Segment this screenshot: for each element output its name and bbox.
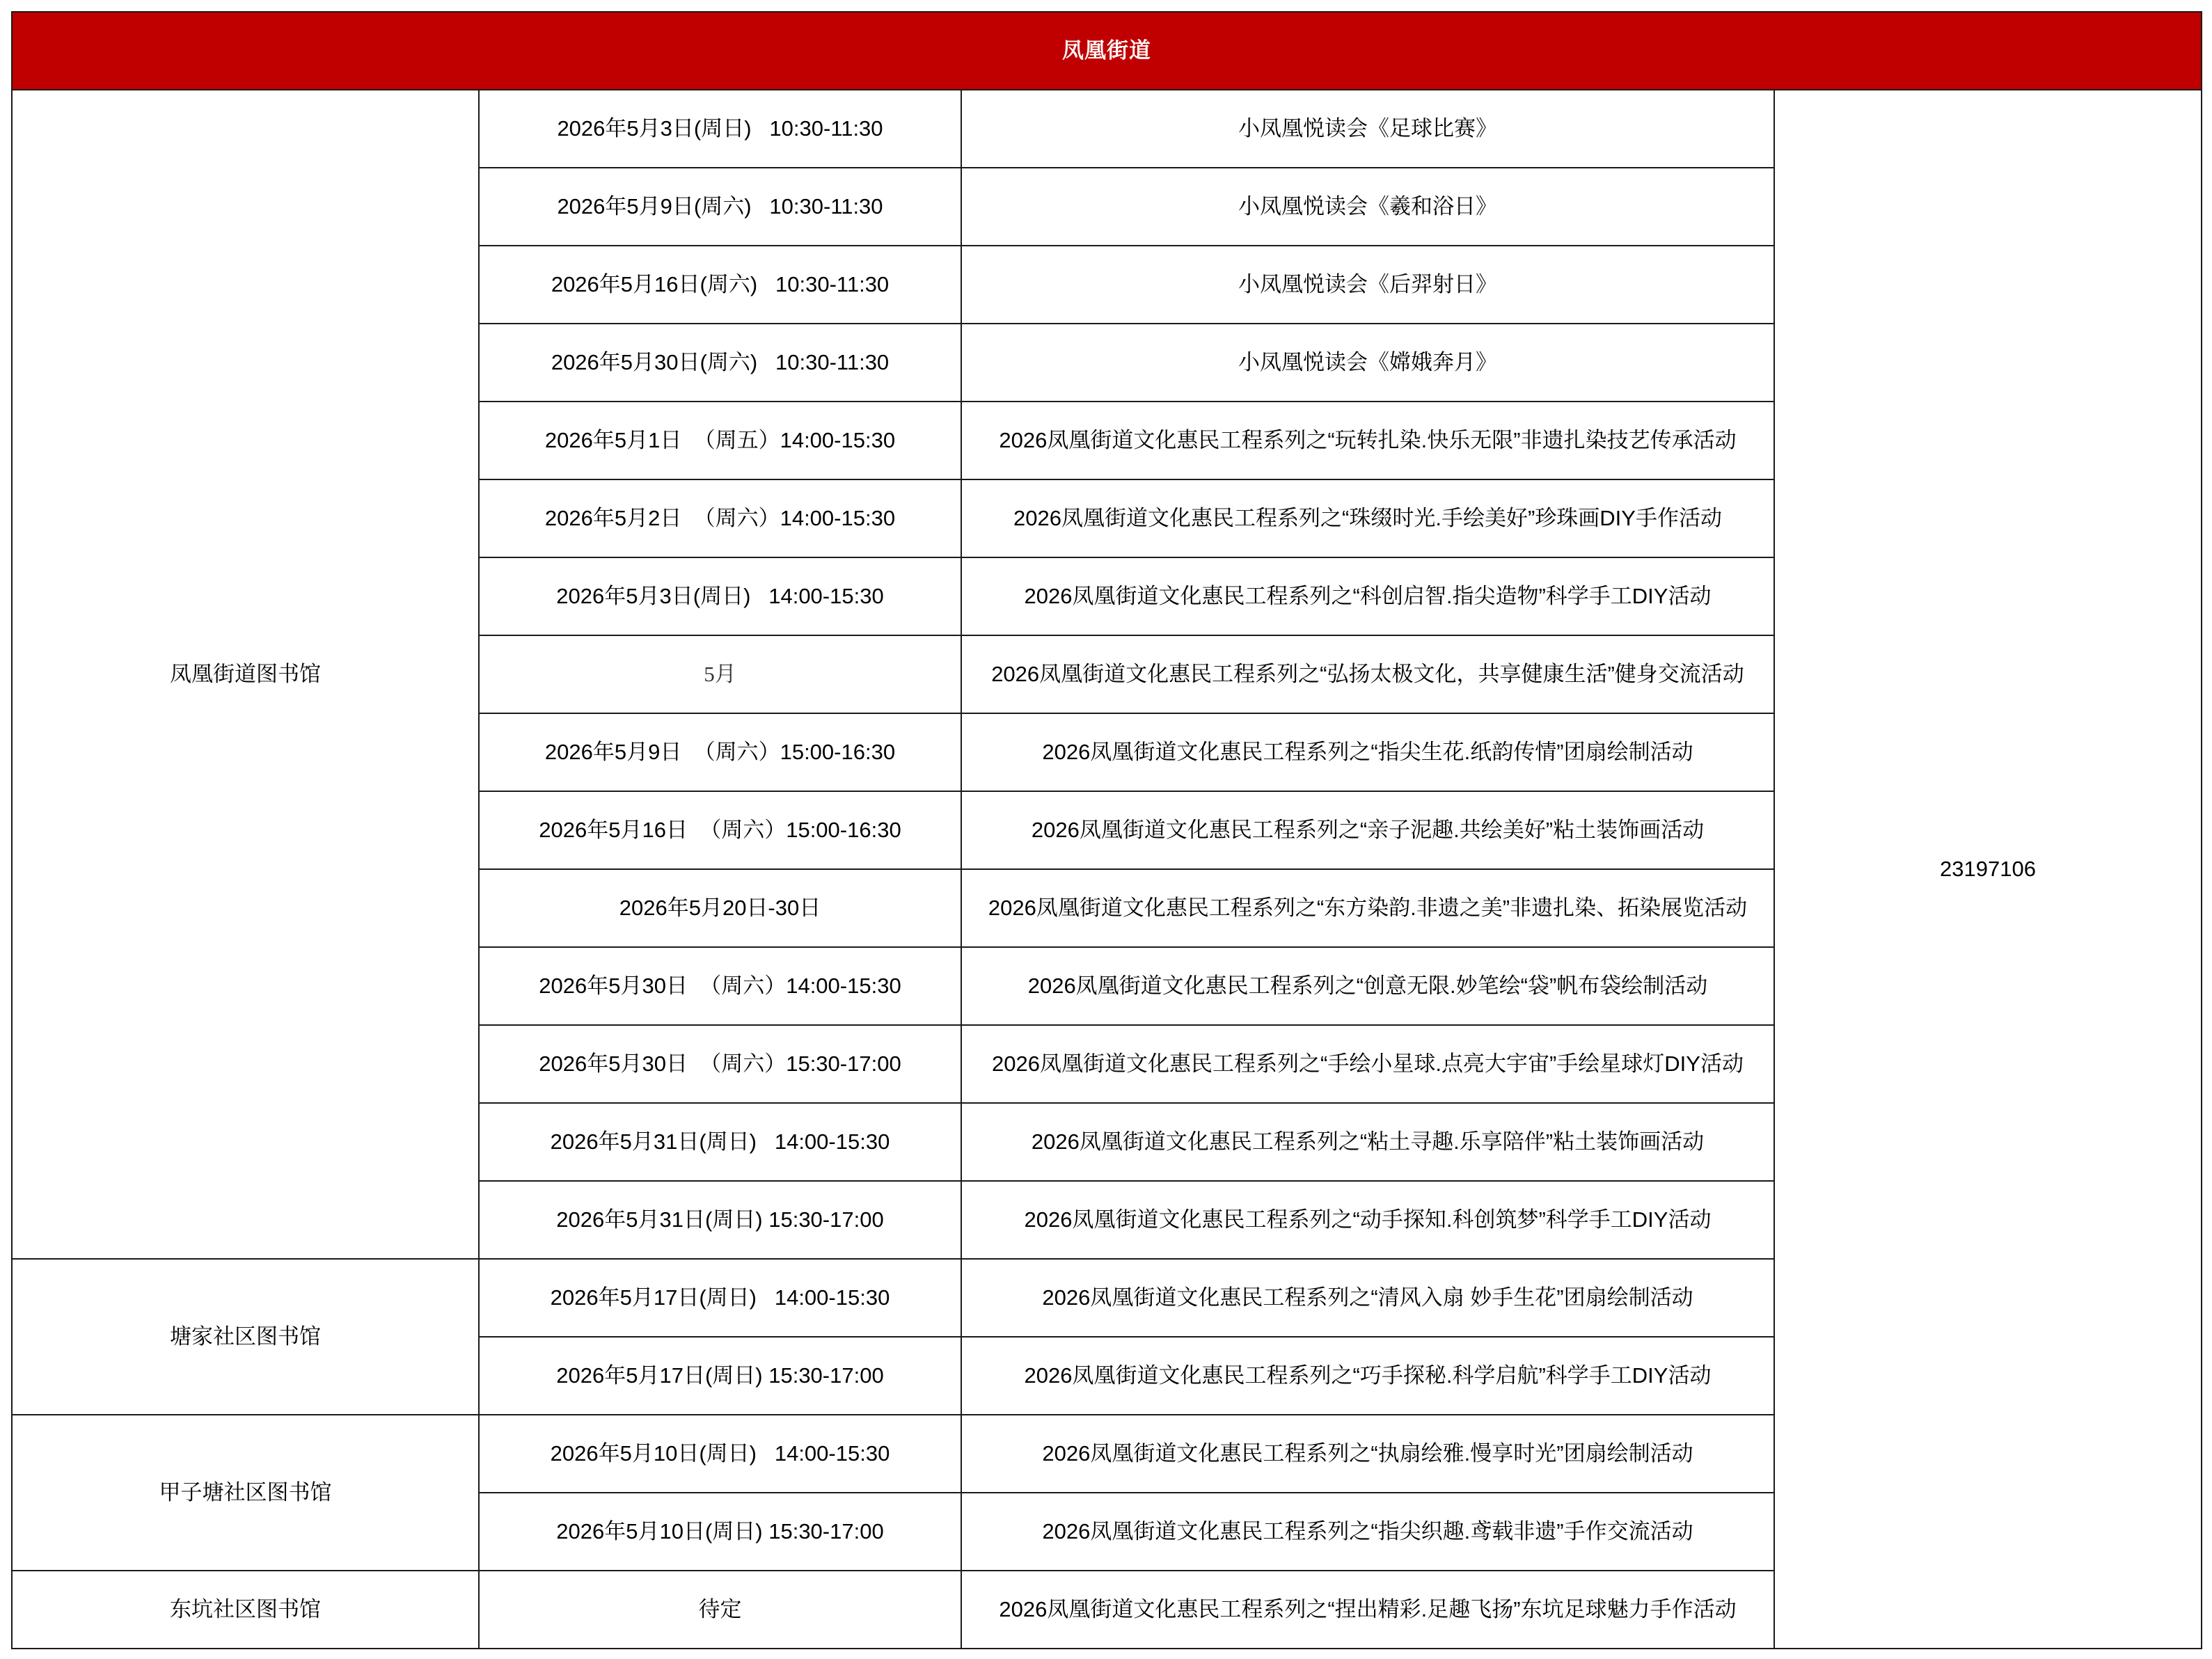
event-activity: 2026凤凰街道文化惠民工程系列之“东方染韵.非遗之美”非遗扎染、拓染展览活动 [961,869,1774,947]
event-activity: 小凤凰悦读会《后羿射日》 [961,246,1774,324]
event-activity: 小凤凰悦读会《羲和浴日》 [961,168,1774,246]
event-time: 5月 [479,635,961,713]
event-time: 2026年5月9日 （周六）15:00-16:30 [479,713,961,791]
event-time: 2026年5月9日(周六) 10:30-11:30 [479,168,961,246]
event-activity: 2026凤凰街道文化惠民工程系列之“珠缀时光.手绘美好”珍珠画DIY手作活动 [961,479,1774,557]
event-activity: 2026凤凰街道文化惠民工程系列之“动手探知.科创筑梦”科学手工DIY活动 [961,1181,1774,1259]
event-activity: 2026凤凰街道文化惠民工程系列之“粘土寻趣.乐享陪伴”粘土装饰画活动 [961,1103,1774,1181]
event-time: 2026年5月1日 （周五）14:00-15:30 [479,402,961,479]
event-activity: 2026凤凰街道文化惠民工程系列之“科创启智.指尖造物”科学手工DIY活动 [961,557,1774,635]
schedule-table [11,11,2202,1649]
event-activity: 2026凤凰街道文化惠民工程系列之“创意无限.妙笔绘“袋”帆布袋绘制活动 [961,947,1774,1025]
event-activity: 2026凤凰街道文化惠民工程系列之“捏出精彩.足趣飞扬”东坑足球魅力手作活动 [961,1571,1774,1649]
event-time: 2026年5月16日 （周六）15:00-16:30 [479,791,961,869]
schedule-sheet [11,11,2201,1649]
event-time: 2026年5月2日 （周六）14:00-15:30 [479,479,961,557]
event-activity: 2026凤凰街道文化惠民工程系列之“弘扬太极文化，共享健康生活”健身交流活动 [961,635,1774,713]
event-time: 2026年5月30日 （周六）15:30-17:00 [479,1025,961,1103]
event-time: 2026年5月16日(周六) 10:30-11:30 [479,246,961,324]
event-time: 2026年5月17日(周日) 15:30-17:00 [479,1337,961,1415]
event-activity: 2026凤凰街道文化惠民工程系列之“指尖生花.纸韵传情”团扇绘制活动 [961,713,1774,791]
event-time: 2026年5月3日(周日) 10:30-11:30 [479,90,961,168]
header-title: 凤凰街道 [12,12,2202,90]
event-time: 2026年5月17日(周日) 14:00-15:30 [479,1259,961,1337]
event-activity: 2026凤凰街道文化惠民工程系列之“指尖织趣.鸢载非遗”手作交流活动 [961,1493,1774,1571]
event-activity: 2026凤凰街道文化惠民工程系列之“玩转扎染.快乐无限”非遗扎染技艺传承活动 [961,402,1774,479]
event-time: 待定 [479,1571,961,1649]
event-time: 2026年5月20日-30日 [479,869,961,947]
event-activity: 2026凤凰街道文化惠民工程系列之“执扇绘雅.慢享时光”团扇绘制活动 [961,1415,1774,1493]
event-activity: 2026凤凰街道文化惠民工程系列之“清风入扇 妙手生花”团扇绘制活动 [961,1259,1774,1337]
library-name: 东坑社区图书馆 [12,1571,479,1649]
event-time: 2026年5月10日(周日) 15:30-17:00 [479,1493,961,1571]
event-activity: 2026凤凰街道文化惠民工程系列之“手绘小星球.点亮大宇宙”手绘星球灯DIY活动 [961,1025,1774,1103]
library-name: 凤凰街道图书馆 [12,90,479,1259]
event-time: 2026年5月30日(周六) 10:30-11:30 [479,324,961,402]
event-time: 2026年5月10日(周日) 14:00-15:30 [479,1415,961,1493]
event-time: 2026年5月31日(周日) 15:30-17:00 [479,1181,961,1259]
contact-number: 23197106 [1774,90,2202,1649]
event-time: 2026年5月31日(周日) 14:00-15:30 [479,1103,961,1181]
event-time: 2026年5月30日 （周六）14:00-15:30 [479,947,961,1025]
library-name: 塘家社区图书馆 [12,1259,479,1415]
event-activity: 2026凤凰街道文化惠民工程系列之“巧手探秘.科学启航”科学手工DIY活动 [961,1337,1774,1415]
event-activity: 小凤凰悦读会《足球比赛》 [961,90,1774,168]
header-row [12,12,2202,90]
library-name: 甲子塘社区图书馆 [12,1415,479,1571]
event-time: 2026年5月3日(周日) 14:00-15:30 [479,557,961,635]
event-activity: 小凤凰悦读会《嫦娥奔月》 [961,324,1774,402]
event-activity: 2026凤凰街道文化惠民工程系列之“亲子泥趣.共绘美好”粘土装饰画活动 [961,791,1774,869]
table-row [12,90,2202,168]
